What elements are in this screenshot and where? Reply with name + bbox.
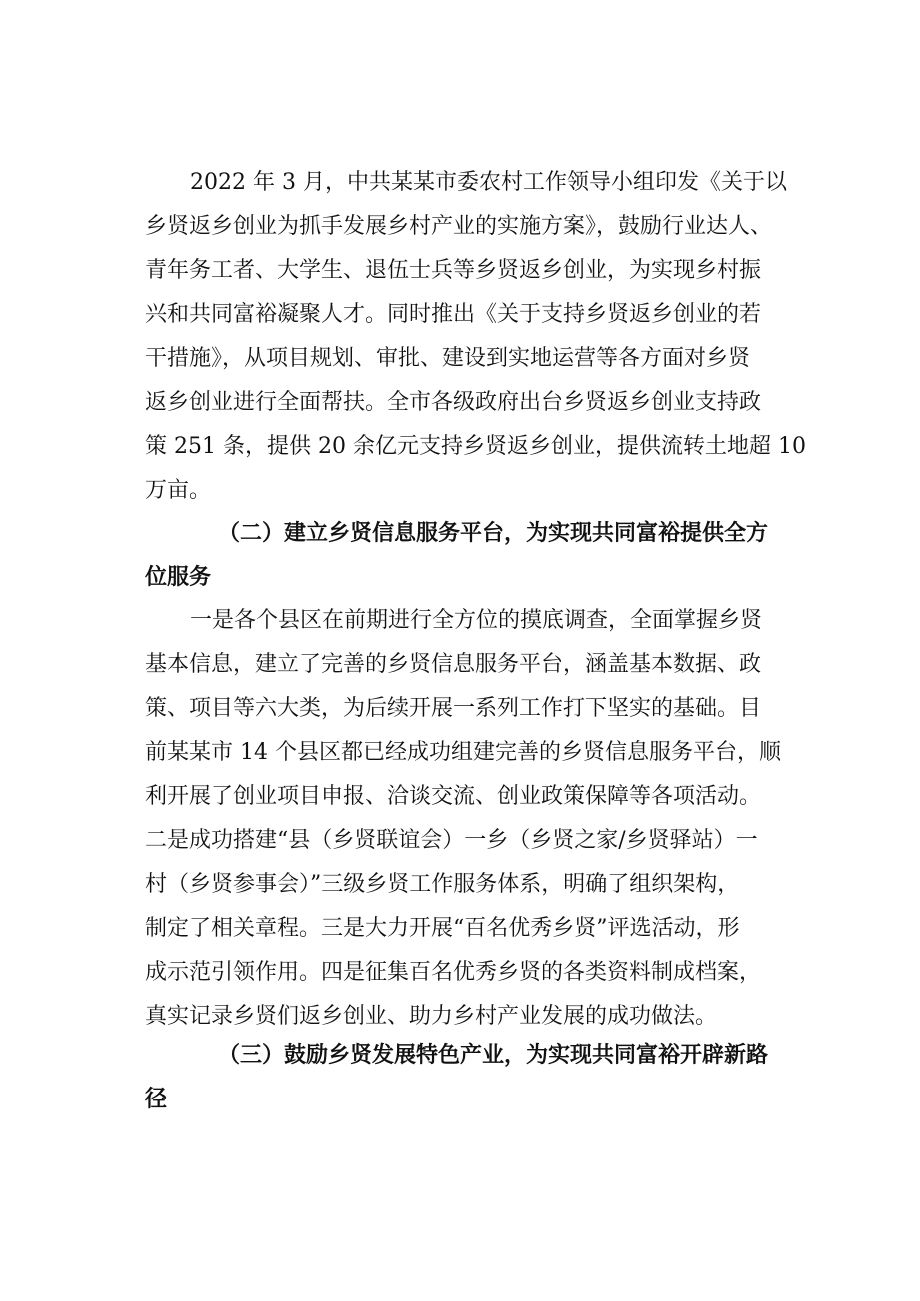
paragraph-2-line-6: 二是成功搭建“县（乡贤联谊会）一乡（乡贤之家/乡贤驿站）一 bbox=[145, 828, 758, 853]
section-heading-3-line-2: 径 bbox=[145, 1087, 168, 1112]
paragraph-2-line-4: 前某某市 14 个县区都已经成功组建完善的乡贤信息服务平台，顺 bbox=[145, 740, 781, 765]
paragraph-2-line-2: 基本信息，建立了完善的乡贤信息服务平台，涵盖基本数据、政 bbox=[145, 652, 762, 677]
paragraph-1-line-2: 乡贤返乡创业为抓手发展乡村产业的实施方案》，鼓励行业达人、 bbox=[145, 214, 773, 239]
paragraph-1-line-7: 策 251 条，提供 20 余亿元支持乡贤返乡创业，提供流转土地超 10 bbox=[145, 434, 806, 459]
paragraph-2-line-5: 利开展了创业项目申报、洽谈交流、创业政策保障等各项活动。 bbox=[145, 784, 762, 809]
paragraph-1-line-8: 万亩。 bbox=[145, 478, 212, 503]
section-heading-3-line-1: （三）鼓励乡贤发展特色产业，为实现共同富裕开辟新路 bbox=[218, 1043, 769, 1068]
paragraph-2-line-1: 一是各个县区在前期进行全方位的摸底调查，全面掌握乡贤 bbox=[190, 608, 763, 633]
paragraph-1-line-4: 兴和共同富裕凝聚人才。同时推出《关于支持乡贤返乡创业的若 bbox=[145, 302, 762, 327]
paragraph-2-line-10: 真实记录乡贤们返乡创业、助力乡村产业发展的成功做法。 bbox=[145, 1004, 718, 1029]
paragraph-2-line-7: 村（乡贤参事会）”三级乡贤工作服务体系，明确了组织架构， bbox=[145, 872, 740, 897]
section-heading-2-line-1: （二）建立乡贤信息服务平台，为实现共同富裕提供全方 bbox=[218, 521, 769, 546]
paragraph-2-line-3: 策、项目等六大类，为后续开展一系列工作打下坚实的基础。目 bbox=[145, 696, 762, 721]
paragraph-2-line-8: 制定了相关章程。三是大力开展“百名优秀乡贤”评选活动，形 bbox=[145, 916, 740, 941]
paragraph-1-line-6: 返乡创业进行全面帮扶。全市各级政府出台乡贤返乡创业支持政 bbox=[145, 390, 762, 415]
paragraph-1-line-3: 青年务工者、大学生、退伍士兵等乡贤返乡创业，为实现乡村振 bbox=[145, 258, 762, 283]
section-heading-2-line-2: 位服务 bbox=[145, 565, 212, 590]
paragraph-2-line-9: 成示范引领作用。四是征集百名优秀乡贤的各类资料制成档案， bbox=[145, 960, 762, 985]
paragraph-1-line-1: 2022 年 3 月，中共某某市委农村工作领导小组印发《关于以 bbox=[190, 170, 787, 195]
paragraph-1-line-5: 干措施》，从项目规划、审批、建设到实地运营等各方面对乡贤 bbox=[145, 346, 751, 371]
